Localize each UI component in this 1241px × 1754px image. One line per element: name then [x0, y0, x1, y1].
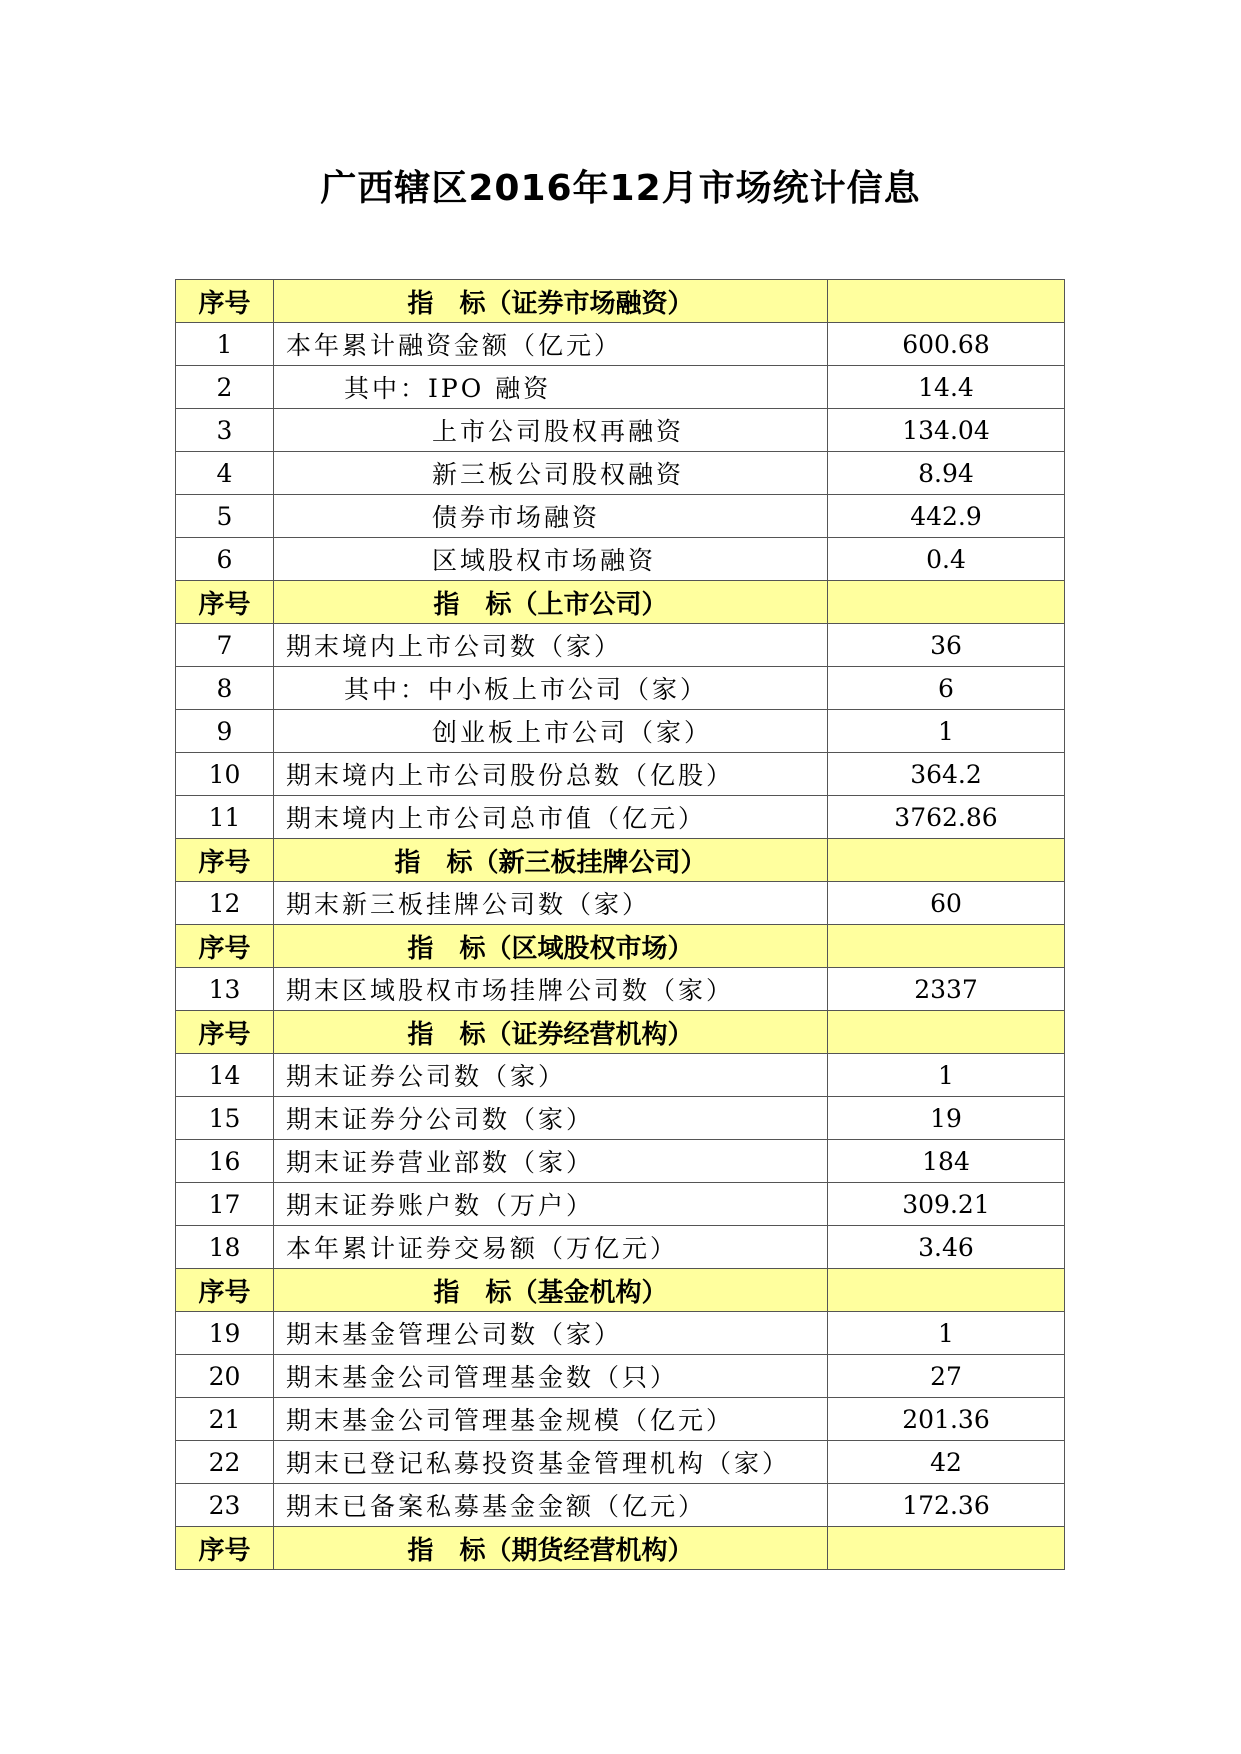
row-value: 60 [828, 882, 1065, 925]
row-seq: 21 [176, 1398, 274, 1441]
row-indicator: 期末证券营业部数（家） [274, 1140, 828, 1183]
section-heading: 指 标（证券经营机构） [274, 1011, 828, 1054]
header-seq-label: 序号 [176, 1011, 274, 1054]
section-heading: 指 标（证券市场融资） [274, 280, 828, 323]
table-row [176, 323, 1065, 366]
section-heading: 指 标（期货经营机构） [274, 1527, 828, 1570]
row-indicator: 创业板上市公司（家） [274, 710, 828, 753]
row-seq: 11 [176, 796, 274, 839]
section-header-row [176, 1527, 1065, 1570]
row-indicator: 期末境内上市公司总市值（亿元） [274, 796, 828, 839]
table-row [176, 1441, 1065, 1484]
section-header-row [176, 1269, 1065, 1312]
header-value-cell [828, 581, 1065, 624]
header-value-cell [828, 925, 1065, 968]
row-value: 8.94 [828, 452, 1065, 495]
row-value: 134.04 [828, 409, 1065, 452]
row-seq: 6 [176, 538, 274, 581]
table-row [176, 1398, 1065, 1441]
row-seq: 14 [176, 1054, 274, 1097]
row-seq: 3 [176, 409, 274, 452]
row-seq: 7 [176, 624, 274, 667]
row-value: 600.68 [828, 323, 1065, 366]
row-seq: 9 [176, 710, 274, 753]
table-row [176, 1226, 1065, 1269]
row-seq: 17 [176, 1183, 274, 1226]
table-row [176, 1054, 1065, 1097]
header-value-cell [828, 1527, 1065, 1570]
row-seq: 16 [176, 1140, 274, 1183]
table-row [176, 495, 1065, 538]
row-indicator: 其中：中小板上市公司（家） [274, 667, 828, 710]
row-indicator: 期末基金公司管理基金数（只） [274, 1355, 828, 1398]
row-value: 1 [828, 710, 1065, 753]
row-seq: 22 [176, 1441, 274, 1484]
row-seq: 19 [176, 1312, 274, 1355]
row-seq: 20 [176, 1355, 274, 1398]
row-seq: 8 [176, 667, 274, 710]
row-seq: 13 [176, 968, 274, 1011]
row-value: 19 [828, 1097, 1065, 1140]
header-seq-label: 序号 [176, 925, 274, 968]
table-row [176, 968, 1065, 1011]
row-value: 442.9 [828, 495, 1065, 538]
row-value: 184 [828, 1140, 1065, 1183]
section-header-row [176, 1011, 1065, 1054]
header-seq-label: 序号 [176, 1269, 274, 1312]
row-value: 6 [828, 667, 1065, 710]
row-indicator: 期末境内上市公司股份总数（亿股） [274, 753, 828, 796]
header-value-cell [828, 1011, 1065, 1054]
row-seq: 2 [176, 366, 274, 409]
row-value: 42 [828, 1441, 1065, 1484]
row-indicator: 区域股权市场融资 [274, 538, 828, 581]
row-indicator: 期末区域股权市场挂牌公司数（家） [274, 968, 828, 1011]
row-value: 14.4 [828, 366, 1065, 409]
row-indicator: 期末新三板挂牌公司数（家） [274, 882, 828, 925]
table-row [176, 710, 1065, 753]
statistics-table [175, 279, 1065, 1570]
table-row [176, 667, 1065, 710]
table-row [176, 538, 1065, 581]
page-title: 广西辖区2016年12月市场统计信息 [320, 168, 921, 209]
row-value: 3.46 [828, 1226, 1065, 1269]
table-row [176, 452, 1065, 495]
table-row [176, 1355, 1065, 1398]
row-value: 172.36 [828, 1484, 1065, 1527]
row-indicator: 期末已登记私募投资基金管理机构（家） [274, 1441, 828, 1484]
row-indicator: 新三板公司股权融资 [274, 452, 828, 495]
header-seq-label: 序号 [176, 581, 274, 624]
row-seq: 18 [176, 1226, 274, 1269]
row-indicator: 期末境内上市公司数（家） [274, 624, 828, 667]
row-value: 201.36 [828, 1398, 1065, 1441]
row-indicator: 期末已备案私募基金金额（亿元） [274, 1484, 828, 1527]
row-value: 309.21 [828, 1183, 1065, 1226]
header-value-cell [828, 839, 1065, 882]
row-indicator: 债券市场融资 [274, 495, 828, 538]
row-seq: 15 [176, 1097, 274, 1140]
section-heading: 指 标（新三板挂牌公司） [274, 839, 828, 882]
row-value: 36 [828, 624, 1065, 667]
row-indicator: 期末证券公司数（家） [274, 1054, 828, 1097]
section-heading: 指 标（基金机构） [274, 1269, 828, 1312]
header-value-cell [828, 1269, 1065, 1312]
row-value: 364.2 [828, 753, 1065, 796]
row-indicator: 本年累计证券交易额（万亿元） [274, 1226, 828, 1269]
table-row [176, 409, 1065, 452]
row-indicator: 期末基金管理公司数（家） [274, 1312, 828, 1355]
header-seq-label: 序号 [176, 280, 274, 323]
table-row [176, 366, 1065, 409]
row-indicator: 上市公司股权再融资 [274, 409, 828, 452]
table-row [176, 1484, 1065, 1527]
section-header-row [176, 581, 1065, 624]
row-seq: 12 [176, 882, 274, 925]
row-seq: 5 [176, 495, 274, 538]
section-heading: 指 标（上市公司） [274, 581, 828, 624]
table-row [176, 882, 1065, 925]
header-value-cell [828, 280, 1065, 323]
table-row [176, 1140, 1065, 1183]
row-value: 3762.86 [828, 796, 1065, 839]
table-row [176, 796, 1065, 839]
row-indicator: 期末证券账户数（万户） [274, 1183, 828, 1226]
section-header-row [176, 839, 1065, 882]
table-row [176, 624, 1065, 667]
row-value: 0.4 [828, 538, 1065, 581]
row-value: 1 [828, 1312, 1065, 1355]
table-row [176, 753, 1065, 796]
row-value: 1 [828, 1054, 1065, 1097]
row-indicator: 本年累计融资金额（亿元） [274, 323, 828, 366]
row-value: 27 [828, 1355, 1065, 1398]
table-row [176, 1097, 1065, 1140]
row-seq: 10 [176, 753, 274, 796]
table-row [176, 1183, 1065, 1226]
row-seq: 23 [176, 1484, 274, 1527]
row-seq: 1 [176, 323, 274, 366]
section-heading: 指 标（区域股权市场） [274, 925, 828, 968]
row-indicator: 其中：IPO 融资 [274, 366, 828, 409]
row-seq: 4 [176, 452, 274, 495]
header-seq-label: 序号 [176, 1527, 274, 1570]
header-seq-label: 序号 [176, 839, 274, 882]
section-header-row [176, 280, 1065, 323]
row-indicator: 期末基金公司管理基金规模（亿元） [274, 1398, 828, 1441]
row-indicator: 期末证券分公司数（家） [274, 1097, 828, 1140]
table-row [176, 1312, 1065, 1355]
section-header-row [176, 925, 1065, 968]
row-value: 2337 [828, 968, 1065, 1011]
